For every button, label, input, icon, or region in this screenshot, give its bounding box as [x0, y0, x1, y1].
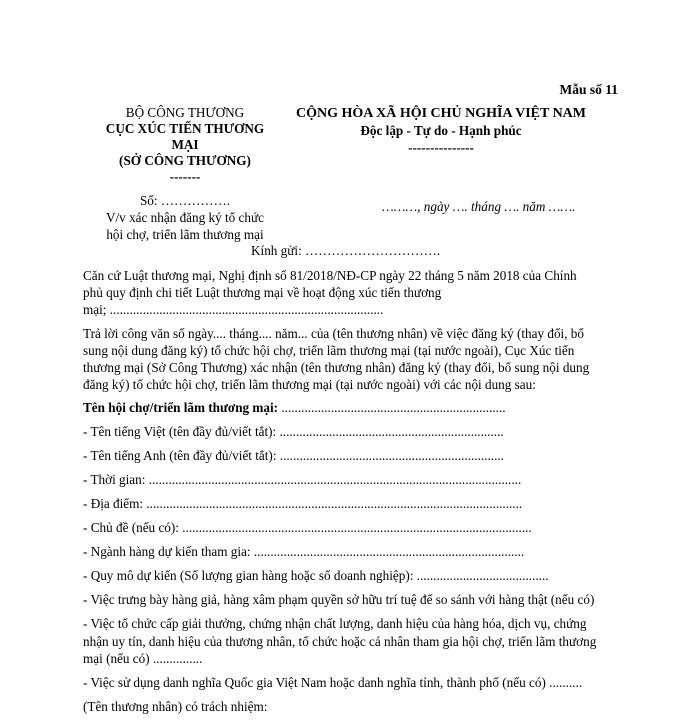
- subject-line2: hội chợ, triển lãm thương mại: [106, 227, 264, 242]
- awards-line3: mại (nếu có) ...............: [83, 650, 203, 666]
- reply-line3: thương mại (Sở Công Thương) xác nhận (tên thương nhân) đăng ký (thay đổi, bổ sung nội dung: [83, 360, 590, 376]
- reference-block: [85, 192, 285, 243]
- legal-basis-line2: phủ quy định chi tiết Luật thương mại về hoạt động xúc tiến thương: [83, 285, 442, 301]
- awards-line2: nhận uy tín, danh hiệu của thương nhân, tổ chức hoặc cá nhân tham gia hội chợ, triển lãm thương: [83, 633, 597, 649]
- fair-name-dots: ....................................................................: [278, 400, 506, 416]
- document-number: Số: …………….: [139, 193, 231, 208]
- agency-divider: -------: [169, 169, 201, 184]
- form-number: Mẫu số 11: [559, 82, 618, 97]
- list-item: - Việc trưng bày hàng giả, hàng xâm phạm quyền sở hữu trí tuệ để so sánh với hàng thật (nếu có): [83, 592, 595, 608]
- recipient-line: Kính gửi: ………………………….: [251, 243, 441, 258]
- date-line: ………, ngày …. tháng …. năm …….: [382, 199, 576, 214]
- awards-line1: - Việc tổ chức cấp giải thưởng, chứng nhận chất lượng, danh hiệu của hàng hóa, dịch vụ, chứng: [83, 616, 587, 632]
- list-item: - Ngành hàng dự kiến tham gia: ..................................................................................: [83, 544, 525, 560]
- name-use-line: - Việc sử dụng danh nghĩa Quốc gia Việt Nam hoặc danh nghĩa tỉnh, thành phố (nếu có) ..........: [83, 674, 583, 690]
- list-item: - Địa điểm: ..................................................................................................................: [83, 496, 523, 512]
- list-item: - Thời gian: .................................................................................................................: [83, 472, 522, 488]
- agency-name-line3: (SỞ CÔNG THƯƠNG): [119, 153, 251, 168]
- issuing-agency-header: [90, 105, 280, 185]
- list-item: - Tên tiếng Việt (tên đầy đủ/viết tắt): ....................................................................: [83, 424, 504, 440]
- nation-title: CỘNG HÒA XÃ HỘI CHỦ NGHĨA VIỆT NAM: [295, 106, 586, 121]
- reply-line4: đăng ký) tổ chức hội chợ, triển lãm thương mại (tại nước ngoài) với các nội dung sau:: [83, 377, 536, 393]
- document-body: [83, 267, 623, 722]
- motto-divider: ---------------: [408, 140, 474, 155]
- list-item: - Quy mô dự kiến (Số lượng gian hàng hoặc số doanh nghiệp): ........................................: [83, 568, 549, 584]
- agency-name-line2: MẠI: [171, 137, 199, 152]
- national-header: [276, 105, 606, 156]
- reply-line1: Trả lời công văn số ngày.... tháng.... năm... của (tên thương nhân) về việc đăng ký (thay đổi, bổ: [83, 325, 584, 341]
- list-item: - Tên tiếng Anh (tên đầy đủ/viết tắt): ....................................................................: [83, 448, 504, 464]
- legal-basis-line1: Căn cứ Luật thương mại, Nghị định số 81/2018/NĐ-CP ngày 22 tháng 5 năm 2018 của Chính: [83, 268, 577, 283]
- legal-basis-line3: mại; ...................................................................................: [83, 302, 384, 318]
- agency-name-line1: CỤC XÚC TIẾN THƯƠNG: [105, 121, 265, 136]
- fair-name-line: [83, 399, 623, 416]
- subject-line1: V/v xác nhận đăng ký tổ chức: [105, 210, 265, 225]
- list-item: - Chủ đề (nếu có): ..........................................................................................................: [83, 520, 532, 536]
- national-motto: Độc lập - Tự do - Hạnh phúc: [360, 123, 522, 138]
- fair-name-label: Tên hội chợ/triển lãm thương mại:: [83, 400, 279, 416]
- responsibility-line: (Tên thương nhân) có trách nhiệm:: [83, 698, 268, 714]
- ministry-name: BỘ CÔNG THƯƠNG: [125, 105, 245, 120]
- reply-line2: sung nội dung đăng ký) tổ chức hội chợ, triển lãm thương mại (tại nước ngoài), Cục Xúc tiến: [83, 342, 575, 358]
